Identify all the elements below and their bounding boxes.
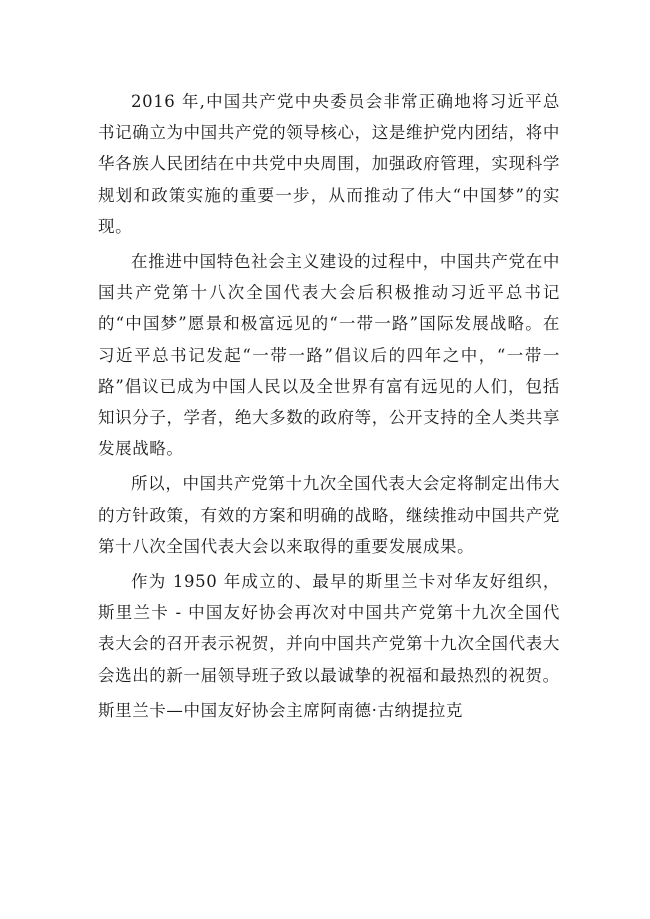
paragraph-2: 在推进中国特色社会主义建设的过程中，中国共产党在中国共产党第十八次全国代表大会后积极推动习近平总书记的“中国梦”愿景和极富远见的“一带一路”国际发展战略。在习近平总书记发起“一带一路”倡议后的四年之中，“一带一路”倡议已成为中国人民以及全世界有富有远见的人们，包括知识分子，学者，绝大多数的政府等，公开支持的全人类共享发展战略。 (98, 252, 560, 459)
signature-line: 斯里兰卡—中国友好协会主席阿南德·古纳提拉克 (98, 700, 463, 720)
paragraph-1: 2016 年,中国共产党中央委员会非常正确地将习近平总书记确立为中国共产党的领导核心，这是维护党内团结，将中华各族人民团结在中共党中央周围，加强政府管理，实现科学规划和政策实施的重要一步，从而推动了伟大“中国梦”的实现。 (98, 92, 560, 236)
paragraph-4: 作为 1950 年成立的、最早的斯里兰卡对华友好组织，斯里兰卡 - 中国友好协会再次对中国共产党第十九次全国代表大会的召开表示祝贺，并向中国共产党第十九次全国代表大会选出的新一届领导班子致以最诚挚的祝福和最热烈的祝贺。 (98, 572, 560, 685)
document-body (98, 86, 560, 726)
paragraph-3: 所以，中国共产党第十九次全国代表大会定将制定出伟大的方针政策，有效的方案和明确的战略，继续推动中国共产党第十八次全国代表大会以来取得的重要发展成果。 (98, 474, 560, 556)
